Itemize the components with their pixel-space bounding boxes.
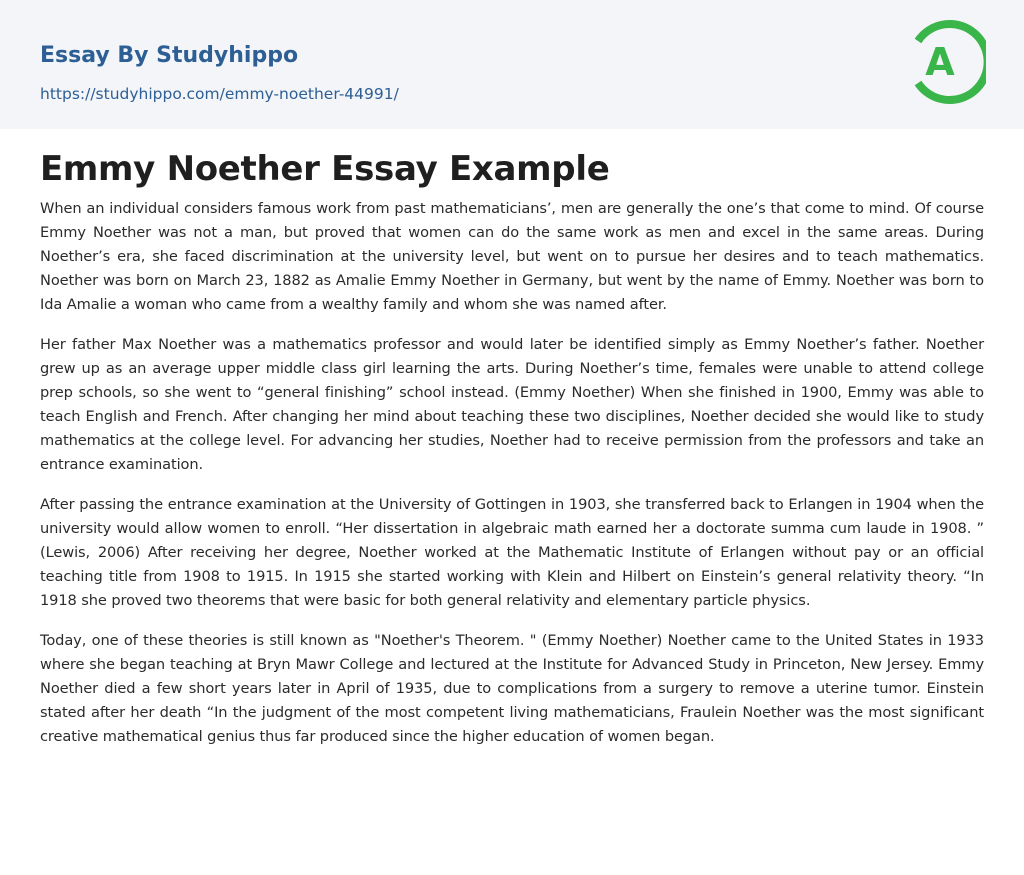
essay-paragraph-3: After passing the entrance examination at the University of Gottingen in 1903, she transferred back to Erlangen in 1904 when the university would allow women to enroll. “Her dissertation in algebraic math earned her a doctorate summa cum laude in 1908. ” (Lewis, 2006) After receiving her degree, Noether worked at the Mathematic Institute of Erlangen without pay or an official teaching title from 1908 to 1915. In 1915 she started working with Klein and Hilbert on Einstein’s general relativity theory. “In 1918 she proved two theorems that were basic for both general relativity and elementary particle physics.: [40, 496, 984, 609]
essay-paragraph-4: Today, one of these theories is still known as "Noether's Theorem. " (Emmy Noether) Noether came to the United States in 1933 where she began teaching at Bryn Mawr College and lectured at the Institute for Advanced Study in Princeton, New Jersey. Emmy Noether died a few short years later in April of 1935, due to complications from a surgery to remove a uterine tumor. Einstein stated after her death “In the judgment of the most competent living mathematicians, Fraulein Noether was the most significant creative mathematical genius thus far produced since the higher education of women began.: [40, 632, 984, 745]
essay-content: [0, 149, 1024, 749]
site-header: [0, 0, 1024, 129]
essay-paragraph-1: When an individual considers famous work from past mathematicians’, men are generally the one’s that come to mind. Of course Emmy Noether was not a man, but proved that women can do the same work as men and excel in the same areas. During Noether’s era, she faced discrimination at the university level, but went on to pursue her desires and to teach mathematics. Noether was born on March 23, 1882 as Amalie Emmy Noether in Germany, but went by the name of Emmy. Noether was born to Ida Amalie a woman who came from a wealthy family and whom she was named after.: [40, 200, 984, 313]
essay-title: Emmy Noether Essay Example: [40, 149, 610, 189]
studyhippo-logo[interactable]: [912, 19, 986, 105]
brand-name: Essay By Studyhippo: [40, 43, 299, 68]
logo-letter: A: [925, 40, 955, 84]
essay-paragraph-2: Her father Max Noether was a mathematics professor and would later be identified simply as Emmy Noether’s father. Noether grew up as an average upper middle class girl learning the arts. During Noether’s time, females were unable to attend college prep schools, so she went to “general finishing” school instead. (Emmy Noether) When she finished in 1900, Emmy was able to teach English and French. After changing her mind about teaching these two disciplines, Noether decided she would like to study mathematics at the college level. For advancing her studies, Noether had to receive permission from the professors and take an entrance examination.: [40, 336, 984, 473]
essay-url-link[interactable]: https://studyhippo.com/emmy-noether-44991/: [40, 85, 399, 103]
